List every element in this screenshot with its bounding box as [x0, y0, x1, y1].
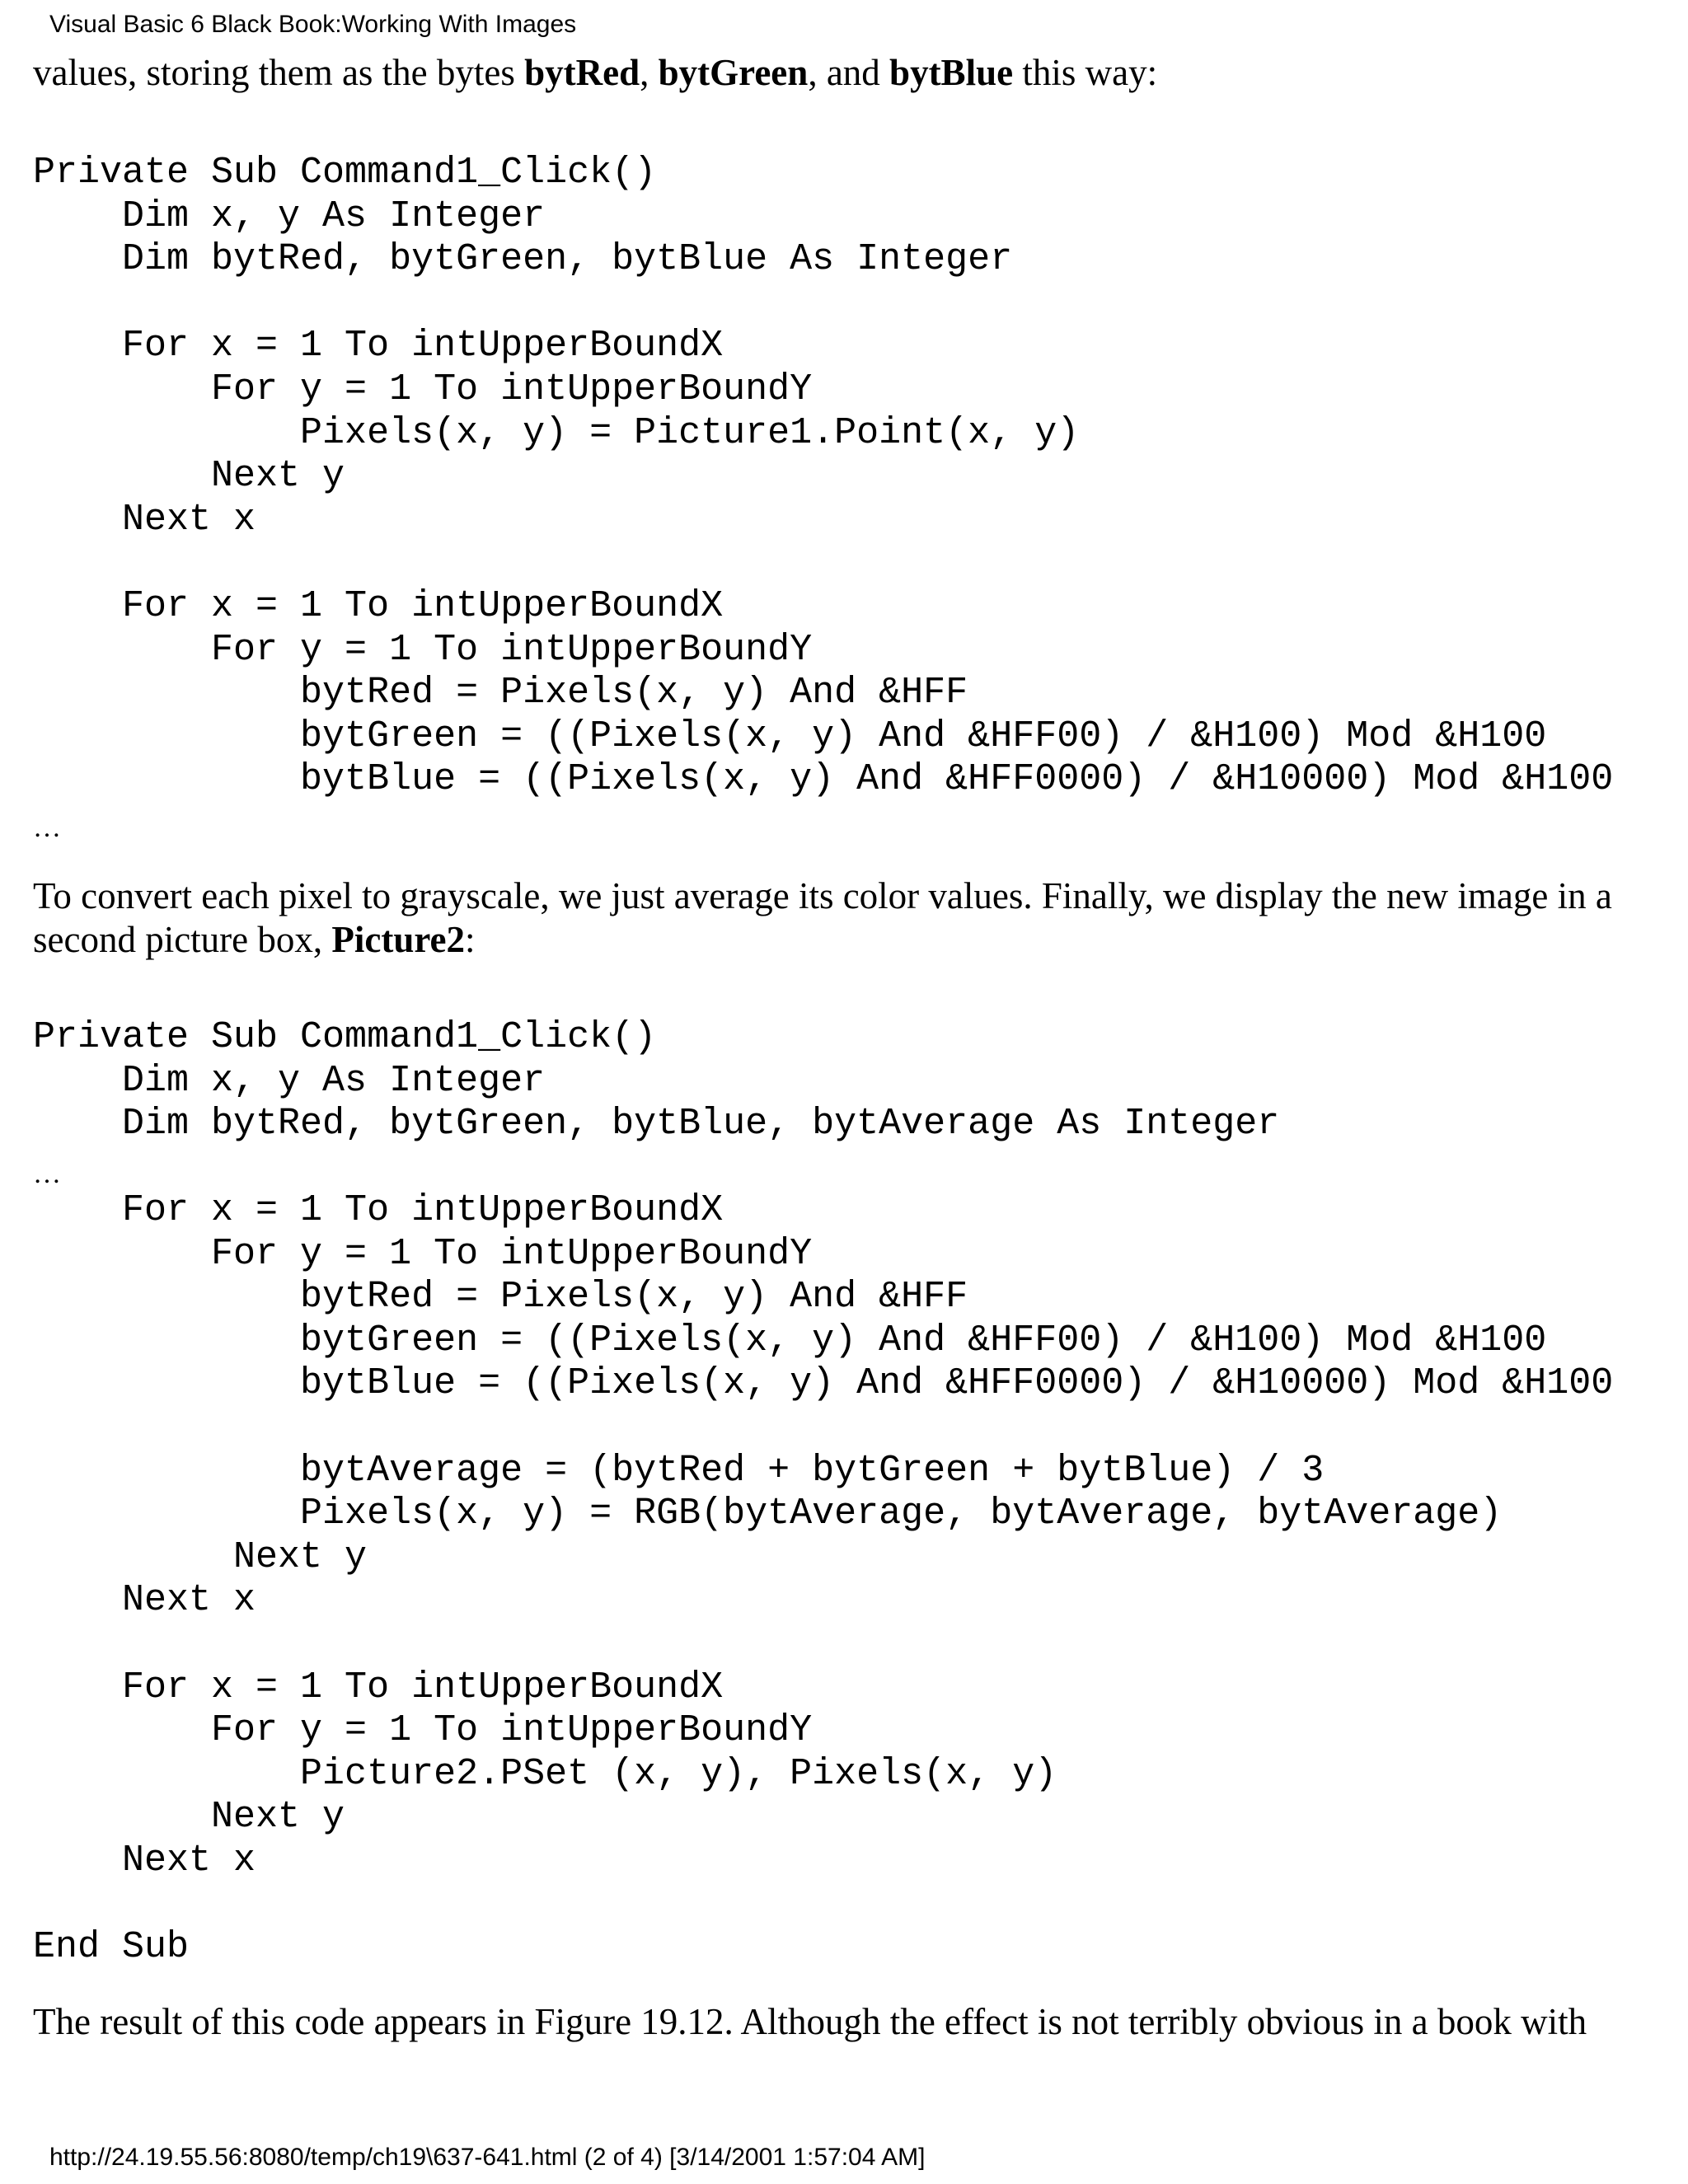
- grayscale-bold-picture2: Picture2: [331, 919, 466, 960]
- result-paragraph: The result of this code appears in Figure 19.12. Although the effect is not terribly obvious in a book with: [33, 2001, 1587, 2042]
- intro-bold-bytgreen: bytGreen: [658, 52, 809, 93]
- code-listing-2-header: Private Sub Command1_Click() Dim x, y As Integer Dim bytRed, bytGreen, bytBlue, bytAverage As Integer: [33, 1016, 1280, 1146]
- ellipsis-marker-2: …: [33, 1159, 61, 1189]
- intro-text-3: , and: [808, 52, 890, 93]
- intro-text-2: ,: [640, 52, 659, 93]
- code-listing-1: Private Sub Command1_Click() Dim x, y As Integer Dim bytRed, bytGreen, bytBlue As Integer For x = 1 To intUpperBoundX For y = 1 To intUpperBoundY Pixels(x, y) = Picture1.Point(x, y) Next y Next x For x = 1 To intUpperBoundX For y = 1 To intUpperBoundY bytRed = Pixels(x, y) And &HFF bytGreen = ((Pixels(x, y) And &HFF00) / &H100) Mod &H100 bytBlue = ((Pixels(x, y) And &HFF0000) / &H10000) Mod &H100: [33, 152, 1614, 801]
- code-listing-2-body: For x = 1 To intUpperBoundX For y = 1 To intUpperBoundY bytRed = Pixels(x, y) And &HFF bytGreen = ((Pixels(x, y) And &HFF00) / &H100) Mod &H100 bytBlue = ((Pixels(x, y) And &HFF0000) / &H10000) Mod &H100 bytAverage = (bytRed + bytGreen + bytBlue) / 3 Pixels(x, y) = RGB(bytAverage, bytAverage, bytAverage) Next y Next x For x = 1 To intUpperBoundX For y = 1 To intUpperBoundY Picture2.PSet (x, y), Pixels(x, y) Next y Next x End Sub: [33, 1189, 1614, 1969]
- ellipsis-marker-1: …: [33, 813, 61, 843]
- intro-text-4: this way:: [1013, 52, 1158, 93]
- page-header-title: Visual Basic 6 Black Book:Working With Images: [49, 11, 577, 38]
- intro-paragraph: [33, 51, 1648, 95]
- page-footer-url: http://24.19.55.56:8080/temp/ch19\637-641.html (2 of 4) [3/14/2001 1:57:04 AM]: [49, 2144, 926, 2171]
- intro-bold-bytred: bytRed: [524, 52, 640, 93]
- intro-bold-bytblue: bytBlue: [889, 52, 1014, 93]
- grayscale-paragraph: [33, 874, 1648, 962]
- grayscale-text-1: To convert each pixel to grayscale, we just average its color values. Finally, we display the new image in a second picture box,: [33, 875, 1612, 960]
- grayscale-text-2: :: [465, 919, 476, 960]
- intro-text-1: values, storing them as the bytes: [33, 52, 525, 93]
